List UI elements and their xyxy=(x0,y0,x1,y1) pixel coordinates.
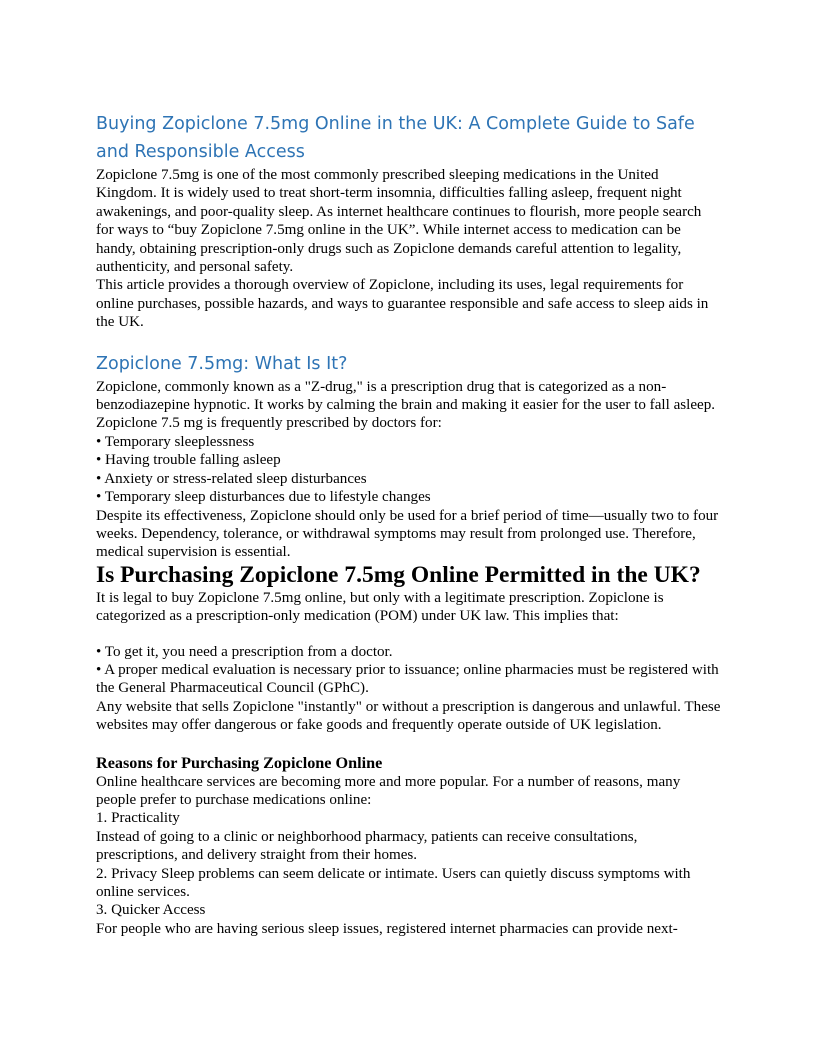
spacer xyxy=(96,626,722,643)
legal-paragraph: It is legal to buy Zopiclone 7.5mg online, but only with a legitimate prescription. Zopiclone is categorized as a prescription-only medication (POM) under UK law. This implies that: xyxy=(96,589,664,625)
bullet-item: • Temporary sleep disturbances due to lifestyle changes xyxy=(96,489,431,506)
reasons-paragraph: Online healthcare services are becoming more and more popular. For a number of reasons, many people prefer to purchase medications online: xyxy=(96,773,681,808)
bullet-item: • Having trouble falling asleep xyxy=(96,452,281,469)
reason-body: For people who are having serious sleep issues, registered internet pharmacies can provide next- xyxy=(96,920,678,937)
bullet-item: • Temporary sleeplessness xyxy=(96,433,255,450)
reasons-heading: Reasons for Purchasing Zopiclone Online xyxy=(96,753,383,772)
bullet-item: • Anxiety or stress-related sleep disturbances xyxy=(96,470,367,487)
legal-heading: Is Purchasing Zopiclone 7.5mg Online Permitted in the UK? xyxy=(96,561,701,588)
intro-paragraph-2: This article provides a thorough overview of Zopiclone, including its uses, legal requirements for online purchases, possible hazards, and ways to guarantee responsible and safe access to sleep aids in the UK. xyxy=(96,277,709,331)
reason-body: Instead of going to a clinic or neighborhood pharmacy, patients can receive consultations, prescriptions, and delivery straight from their homes. xyxy=(96,828,638,864)
reason-title: 1. Practicality xyxy=(96,810,180,827)
article-title: Buying Zopiclone 7.5mg Online in the UK: A Complete Guide to Safe and Responsible Access xyxy=(96,114,695,162)
legal-closing: Any website that sells Zopiclone "instantly" or without a prescription is dangerous and unlawful. These websites may offer dangerous or fake goods and frequently operate outside of UK legislation. xyxy=(96,698,721,734)
what-is-paragraph: Zopiclone, commonly known as a "Z-drug," is a prescription drug that is categorized as a non-benzodiazepine hypnotic. It works by calming the brain and making it easier for the user to fall asleep. Zopiclone 7.5 mg is frequently prescribed by doctors for: xyxy=(96,378,716,432)
bullet-item: • To get it, you need a prescription from a doctor. xyxy=(96,643,393,660)
reason-body: 2. Privacy Sleep problems can seem delicate or intimate. Users can quietly discuss symptoms with online services. xyxy=(96,865,691,900)
document-page xyxy=(96,110,722,938)
reason-title: 3. Quicker Access xyxy=(96,902,206,919)
what-is-heading: Zopiclone 7.5mg: What Is It? xyxy=(96,353,348,374)
bullet-item: • A proper medical evaluation is necessary prior to issuance; online pharmacies must be registered with the General Pharmaceutical Council (GPhC). xyxy=(96,661,719,697)
what-is-closing: Despite its effectiveness, Zopiclone should only be used for a brief period of time—usually two to four weeks. Dependency, tolerance, or withdrawal symptoms may result from prolonged use. Therefore, medical supervision is essential. xyxy=(96,507,719,561)
intro-paragraph-1: Zopiclone 7.5mg is one of the most commonly prescribed sleeping medications in the United Kingdom. It is widely used to treat short-term insomnia, difficulties falling asleep, frequent night awakenings, and poor-quality sleep. As internet healthcare continues to flourish, more people search for ways to “buy Zopiclone 7.5mg online in the UK”. While internet access to medication can be handy, obtaining prescription-only drugs such as Zopiclone demands careful attention to legality, authenticity, and personal safety. xyxy=(96,167,702,276)
